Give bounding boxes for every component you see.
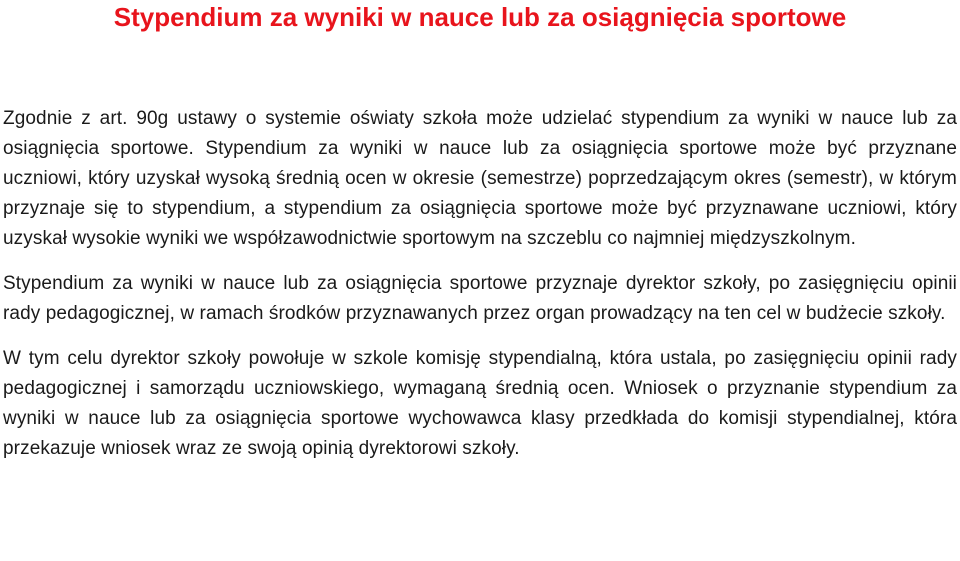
paragraph-granting-authority: Stypendium za wyniki w nauce lub za osiągnięcia sportowe przyznaje dyrektor szkoły, po zasięgnięciu opinii rady pedagogicznej, w ramach środków przyznawanych przez organ prowadzący na ten cel w budżecie szkoły. xyxy=(3,273,957,324)
paragraph-scholarship-committee: W tym celu dyrektor szkoły powołuje w szkole komisję stypendialną, która ustala, po zasięgnięciu opinii rady pedagogicznej i samorządu uczniowskiego, wymaganą średnią ocen. Wniosek o przyznanie stypendium za wyniki w nauce lub za osiągnięcia sportowe wychowawca klasy przedkłada do komisji stypendialnej, która przekazuje wniosek wraz ze swoją opinią dyrektorowi szkoły. xyxy=(3,348,957,459)
document-body xyxy=(3,104,957,476)
document-title: Stypendium za wyniki w nauce lub za osiągnięcia sportowe xyxy=(113,2,847,32)
paragraph-legal-basis: Zgodnie z art. 90g ustawy o systemie oświaty szkoła może udzielać stypendium za wyniki w nauce lub za osiągnięcia sportowe. Stypendium za wyniki w nauce lub za osiągnięcia sportowe może być przyznane uczniowi, który uzyskał wysoką średnią ocen w okresie (semestrze) poprzedzającym okres (semestr), w którym przyznaje się to stypendium, a stypendium za osiągnięcia sportowe może być przyznawane uczniowi, który uzyskał wysokie wyniki we współzawodnictwie sportowym na szczeblu co najmniej międzyszkolnym. xyxy=(3,108,957,249)
